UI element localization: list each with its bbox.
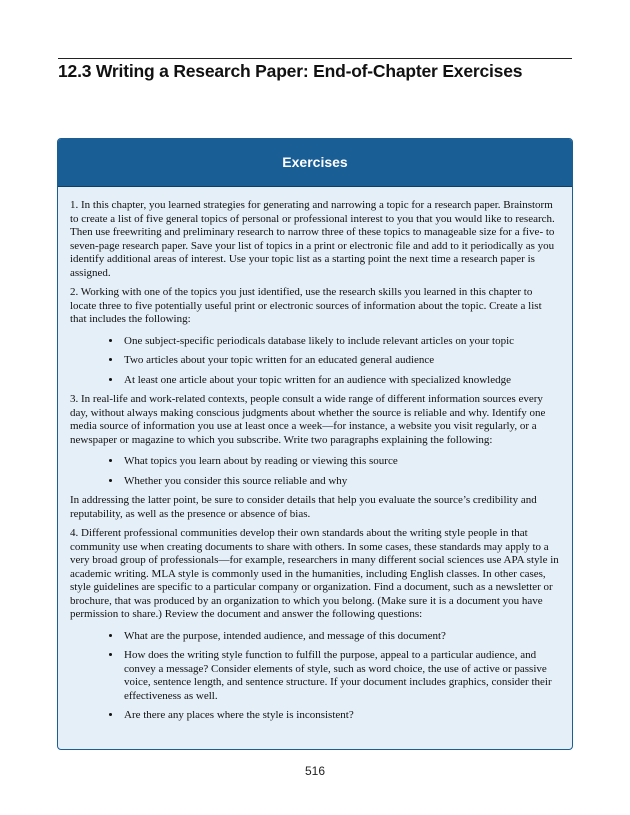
list-item: • What are the purpose, intended audience, and message of this document?	[122, 630, 560, 644]
list-item: • One subject-specific periodicals database likely to include relevant articles on your topic	[122, 335, 560, 349]
exercises-box	[57, 138, 573, 750]
exercise-4: 4. Different professional communities develop their own standards about the writing style people in that community use when creating documents to share with others. In some cases, these standards may apply to a very broad group of professionals—for example, researchers in many different social sciences use APA style in academic writing. MLA style is commonly used in the humanities, including English classes. In other cases, style guidelines are specific to a particular company or organization. Find a document, such as a newsletter or brochure, that was produced by an organization to which you belong. (Make sure it is a document you have permission to share.) Review the document and answer the following questions:	[70, 527, 559, 620]
list-item: • Whether you consider this source reliable and why	[122, 475, 560, 489]
exercise-1: 1. In this chapter, you learned strategies for generating and narrowing a topic for a research paper. Brainstorm to create a list of five general topics of personal or professional interest to you that you would like to research. Then use freewriting and preliminary research to narrow three of these topics to manageable size for a five- to seven-page research paper. Save your list of topics in a print or electronic file and add to it periodically as you identify additional areas of interest. Use your topic list as a starting point the next time a research paper is assigned.	[70, 199, 555, 279]
exercises-body	[58, 187, 572, 723]
exercise-2-list	[70, 335, 560, 388]
exercise-3-list	[70, 455, 560, 488]
list-item: • How does the writing style function to fulfill the purpose, appeal to a particular audience, and convey a message? Consider elements of style, such as word choice, the use of active or passive voice, sentence length, and sentence structure. If your document includes graphics, consider their effectiveness as well.	[122, 649, 560, 703]
page-number: 516	[304, 764, 326, 778]
list-item: • At least one article about your topic written for an audience with specialized knowledge	[122, 374, 560, 388]
chapter-title: 12.3 Writing a Research Paper: End-of-Chapter Exercises	[58, 61, 523, 81]
exercise-3: 3. In real-life and work-related contexts, people consult a wide range of different information sources every day, without always making conscious judgments about whether the source is reliable and why. Identify one media source of information you use at least once a week—for instance, a website you visit regularly, or a newspaper or magazine to which you subscribe. Write two paragraphs explaining the following:	[70, 393, 546, 446]
exercises-header: Exercises	[58, 139, 572, 187]
list-item: • What topics you learn about by reading or viewing this source	[122, 455, 560, 469]
list-item: • Two articles about your topic written for an educated general audience	[122, 354, 560, 368]
exercise-4-list	[70, 630, 560, 723]
list-item: • Are there any places where the style is inconsistent?	[122, 709, 560, 723]
exercise-3-followup: In addressing the latter point, be sure to consider details that help you evaluate the source’s credibility and reputability, as well as the presence or absence of bias.	[70, 494, 537, 520]
top-rule	[58, 58, 572, 59]
exercise-2: 2. Working with one of the topics you just identified, use the research skills you learned in this chapter to locate three to five potentially useful print or electronic sources of information about the topic. Create a list that includes the following:	[70, 286, 542, 325]
